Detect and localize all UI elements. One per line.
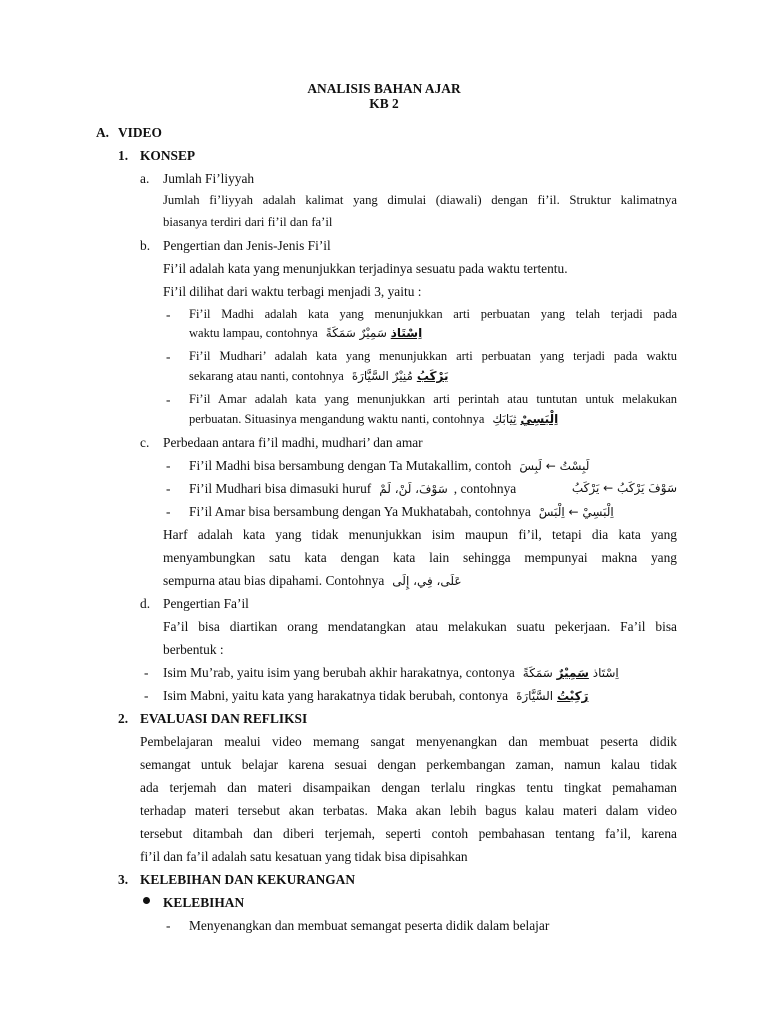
paragraph-line: Fa’il bisa diartikan orang mendatangkan atau melakukan suatu pekerjaan. Fa’il bisa [163, 619, 677, 634]
item-b-marker: b. [140, 238, 151, 253]
arabic-example: عَلَى، فِي، إِلَى [392, 574, 462, 588]
section-a-heading: VIDEO [118, 125, 162, 140]
arabic-example: ثِيَابَكِ [492, 412, 517, 426]
list-item: perbuatan. Situasinya mengandung waktu nanti, contohnya اِلْبَسِيْ ثِيَابَكِ [189, 412, 559, 426]
list-item: Fi’il Mudhari’ adalah kata yang menunjukkan arti perbuatan yang terjadi pada waktu [189, 349, 677, 363]
paragraph-line: fi’il dan fa’il adalah satu kesatuan yang tidak bisa dipisahkan [140, 849, 468, 864]
item-d-marker: d. [140, 596, 151, 611]
section-3-heading: KELEBIHAN DAN KEKURANGAN [140, 872, 356, 887]
list-item: sekarang atau nanti, contohnya يَرْكَبُ مُنِيْرٌ السَّيَّارَةَ [189, 369, 449, 383]
paragraph-line: semangat untuk belajar karena sesuai dengan perkembangan zaman, namun kalau tidak [140, 757, 677, 772]
arabic-example: سَوْفَ يَرْكَبُ ← يَرْكَبُ [571, 481, 677, 495]
list-item: Fi’il Amar adalah kata yang menunjukkan arti perintah atau tuntutan untuk melakukan [189, 392, 677, 406]
paragraph-line: terhadap materi tersebut akan terbatas. Maka akan lebih bagus kalau materi dalam video [140, 803, 677, 818]
paragraph-line: menyambungkan satu kata dengan kata lain sehingga mempunyai makna yang [163, 550, 677, 565]
list-item: Fi’il Amar bisa bersambung dengan Ya Mukhatabah, contohnya اِلْبَسِيْ ← اِلْبَسْ [189, 504, 614, 519]
list-item: Menyenangkan dan membuat semangat peserta didik dalam belajar [189, 918, 550, 933]
paragraph-line: Jumlah fi’liyyah adalah kalimat yang dimulai (diawali) dengan fi’il. Struktur kalimatnya [163, 193, 677, 207]
arabic-example: اِسْتَاذ [390, 326, 423, 340]
dash-marker: - [166, 481, 171, 496]
paragraph-line: berbentuk : [163, 642, 224, 657]
arabic-example: سَمَكَةً [522, 666, 553, 680]
dash-marker: - [144, 688, 149, 703]
paragraph-line: sempurna atau bias dipahami. Contohnya عَلَى، فِي، إِلَى [163, 573, 462, 588]
arabic-example: سَوْفَ، لَنْ، لَمْ [379, 482, 448, 496]
item-a-marker: a. [140, 171, 150, 186]
paragraph-line: Harf adalah kata yang tidak menunjukkan isim maupun fi’il, tetapi dia kata yang [163, 527, 677, 542]
arabic-example: رَكِبْتُ [556, 689, 589, 703]
paragraph-line: Pembelajaran mealui video memang sangat menyenangkan dan membuat peserta didik [140, 734, 677, 749]
section-2-heading: EVALUASI DAN REFLIKSI [140, 711, 308, 726]
arabic-example: يَرْكَبُ [416, 369, 449, 383]
section-3-marker: 3. [118, 872, 129, 887]
list-item: Fi’il Mudhari bisa dimasuki huruf سَوْفَ، لَنْ، لَمْ , contohnya [189, 481, 517, 496]
arabic-example: مُنِيْرٌ السَّيَّارَةَ [351, 369, 413, 383]
list-item: Isim Mabni, yaitu kata yang harakatnya tidak berubah, contonya رَكِبْتُ السَّيَّارَةَ [163, 688, 589, 703]
section-2-marker: 2. [118, 711, 129, 726]
arabic-example: سَمِيْرٌ سَمَكَةً [325, 326, 387, 340]
dash-marker: - [166, 504, 171, 519]
section-a-marker: A. [96, 125, 110, 140]
section-1-heading: KONSEP [140, 148, 196, 163]
paragraph-line: ada terjemah dan materi disampaikan dengan terlalu ringkas tentu tingkat pemahaman [140, 780, 677, 795]
bullet-dot [143, 897, 150, 904]
doc-title: ANALISIS BAHAN AJAR [307, 81, 461, 96]
arabic-example: اِسْتَاذ [592, 666, 619, 680]
arabic-example: اِلْبَسِيْ [520, 412, 559, 426]
item-d-heading: Pengertian Fa’il [163, 596, 249, 611]
paragraph-line: Fi’il adalah kata yang menunjukkan terjadinya sesuatu pada waktu tertentu. [163, 261, 568, 276]
dash-marker: - [166, 458, 171, 473]
paragraph-line: tersebut ditambah dan diberi terjemah, seperti contoh pembahasan tentang fa’il, karena [140, 826, 677, 841]
subheading-kelebihan: KELEBIHAN [163, 895, 245, 910]
list-item: waktu lampau, contohnya اِسْتَاذ سَمِيْرٌ سَمَكَةً [189, 326, 423, 340]
item-c-marker: c. [140, 435, 150, 450]
dash-marker: - [166, 918, 171, 933]
list-item: Fi’il Madhi adalah kata yang menunjukkan arti perbuatan yang telah terjadi pada [189, 307, 677, 321]
item-c-heading: Perbedaan antara fi’il madhi, mudhari’ dan amar [163, 435, 423, 450]
dash-marker: - [144, 665, 149, 680]
doc-subtitle: KB 2 [369, 96, 399, 111]
arabic-example: لَبِسْتُ ← لَبِسَ [519, 459, 590, 473]
list-item: Fi’il Madhi bisa bersambung dengan Ta Mutakallim, contoh لَبِسْتُ ← لَبِسَ [189, 458, 590, 473]
list-item: Isim Mu’rab, yaitu isim yang berubah akhir harakatnya, contonya اِسْتَاذ سَمِيْرٌ سَمَكَةً [163, 665, 619, 680]
arabic-example: السَّيَّارَةَ [516, 689, 554, 703]
dash-marker: - [166, 349, 171, 364]
arabic-example: سَمِيْرٌ [556, 666, 589, 680]
item-b-heading: Pengertian dan Jenis-Jenis Fi’il [163, 238, 331, 253]
paragraph-line: Fi’il dilihat dari waktu terbagi menjadi 3, yaitu : [163, 284, 422, 299]
arabic-example: اِلْبَسِيْ ← اِلْبَسْ [538, 505, 614, 519]
section-1-marker: 1. [118, 148, 129, 163]
paragraph-line: biasanya terdiri dari fi’il dan fa’il [163, 215, 333, 229]
item-a-heading: Jumlah Fi’liyyah [163, 171, 255, 186]
dash-marker: - [166, 392, 171, 407]
dash-marker: - [166, 307, 171, 322]
